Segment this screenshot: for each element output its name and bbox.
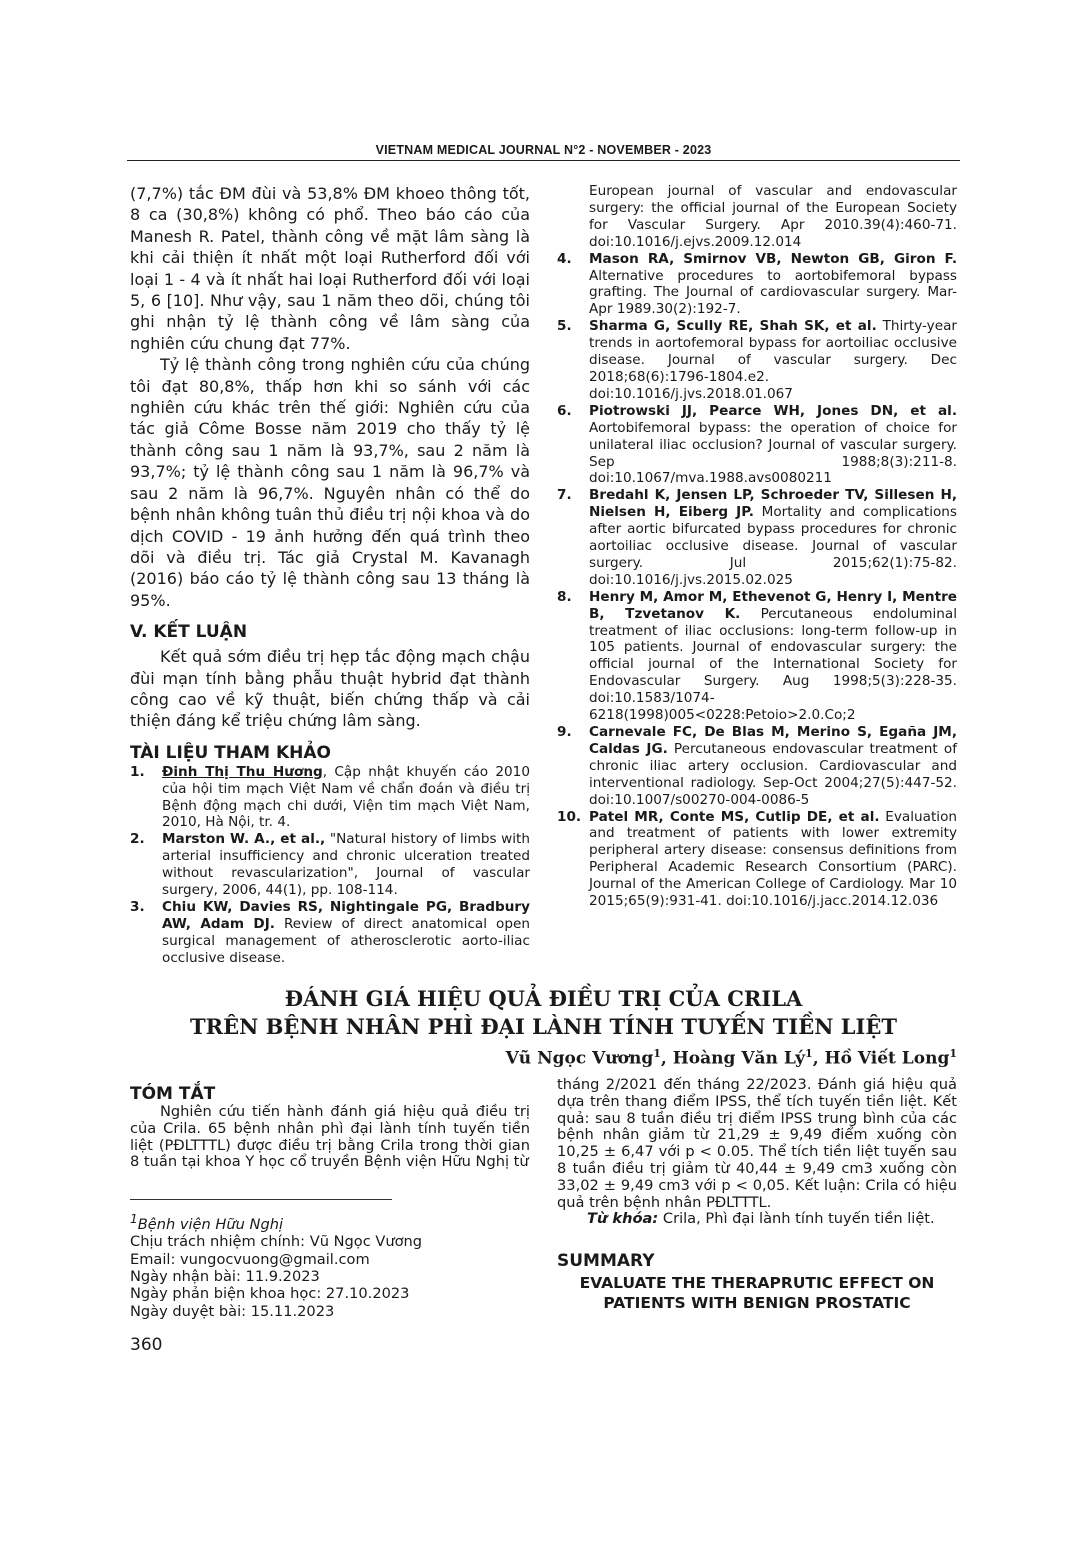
keywords-text: Crila, Phì đại lành tính tuyến tiền liệt. [658,1210,935,1228]
reference-number: 1. [130,763,145,780]
reference-continuation [557,183,957,251]
left-column [130,183,530,967]
author-name: Vũ Ngọc Vương [505,1048,654,1069]
footnote-accepted: Ngày duyệt bài: 15.11.2023 [130,1302,335,1320]
summary-heading-line: PATIENTS WITH BENIGN PROSTATIC [603,1294,911,1312]
abstract-right [557,1077,957,1228]
reference-number: 8. [557,588,572,605]
reference-authors: Carnevale FC, De Blas M, Merino S, Egaña JM, Caldas JG. [589,724,957,757]
abstract-left [130,1104,530,1171]
reference-item [130,831,530,899]
reference-authors: Henry M, Amor M, Ethevenot G, Henry I, Mentre B, Tzvetanov K. [589,588,957,622]
reference-item [557,724,957,809]
footnotes [130,1211,530,1320]
reference-text: Review of direct anatomical open surgical management of atherosclerotic aorto-iliac occlusive disease. [162,915,530,966]
reference-text: Evaluation and treatment of patients with lower extremity peripheral artery disease: consensus definitions from Peripheral Academic Research Consortium (PARC). Journal of the American College of Cardiology. Mar 10 2015;65(9):931-41. doi:10.1016/j.jacc.2014.12.036 [589,808,958,910]
conclusion-text: Kết quả sớm điều trị hẹp tắc động mạch chậu đùi mạn tính bằng phẫu thuật hybrid đạt thành công cao về kỹ thuật, biến chứng thấp và cải thiện đáng kể triệu chứng lâm sàng. [130,647,530,731]
reference-item [557,487,957,588]
reference-text: Aortobifemoral bypass: the operation of choice for unilateral iliac occlusion? Journal of vascular surgery. Sep 1988;8(3):211-8. doi:10.1067/mva.1988.avs0080211 [589,419,957,487]
footnote-email: Email: vungocvuong@gmail.com [130,1250,370,1268]
reference-authors: Sharma G, Scully RE, Shah SK, et al. [589,318,877,335]
reference-authors: Bredahl K, Jensen LP, Schroeder TV, Sillesen H, Nielsen H, Eiberg JP. [589,487,957,521]
article-title-line: TRÊN BỆNH NHÂN PHÌ ĐẠI LÀNH TÍNH TUYẾN TIỀN LIỆT [190,1014,897,1039]
reference-item [130,764,530,832]
reference-text: Mortality and complications after aortic bifurcated bypass procedures for chronic aortoiliac occlusive disease. Journal of vascular surgery. Jul 2015;62(1):75-82. doi:10.1016/j.jvs.2015.02.025 [589,504,957,588]
abstract-text: Nghiên cứu tiến hành đánh giá hiệu quả điều trị của Crila. 65 bệnh nhân phì đại lành tính tuyến tiền liệt (PĐLTTTL) được điều trị bằng Crila trong thời gian 8 tuần tại khoa Y học cổ truyền Bệnh viện Hữu Nghị từ [130,1103,530,1171]
reference-item [557,809,957,910]
reference-item [557,318,957,403]
keywords-label: Từ khóa: [587,1210,659,1228]
footnote-rule [130,1199,392,1200]
reference-number: 4. [557,250,572,267]
reference-text: European journal of vascular and endovascular surgery: the official journal of the European Society for Vascular Surgery. Apr 2010.39(4):460-71. doi:10.1016/j.ejvs.2009.12.014 [589,183,957,250]
summary-heading [557,1273,957,1313]
footnote-reviewed: Ngày phản biện khoa học: 27.10.2023 [130,1285,410,1303]
author-affiliation: 1 [949,1047,957,1060]
affiliation-marker: 1 [130,1212,138,1226]
reference-authors: Đinh Thị Thu Hương [162,763,323,780]
abstract-text: tháng 2/2021 đến tháng 22/2023. Đánh giá hiệu quả dựa trên thang điểm IPSS, thể tích tuyến tiền liệt. Kết quả: sau 8 tuần điều trị điểm IPSS trung bình của các bệnh nhân giảm từ 21,29 ± 9,49 điểm xuống còn 10,25 ± 6,47 với p < 0.05. Thể tích tiền liệt tuyến sau 8 tuần điều trị giảm từ 40,44 ± 9,49 cm3 xuống còn 33,02 ± 9,49 cm3 với p < 0,05. Kết luận: Crila có hiệu quả trên bệnh nhân PĐLTTTL. [557,1076,957,1211]
keywords [557,1211,957,1228]
reference-text: , Cập nhật khuyến cáo 2010 của hội tim mạch Việt Nam về chẩn đoán và điều trị Bệnh động mạch chi dưới, Viện tim mạch Việt Nam, 2010, Hà Nội, tr. 4. [162,763,530,831]
article-title [130,985,957,1041]
header-rule [127,160,960,161]
author-name: Hồ Viết Long [824,1048,950,1069]
right-column [557,183,957,910]
footnote-received: Ngày nhận bài: 11.9.2023 [130,1268,320,1286]
footnote-corresponding: Chịu trách nhiệm chính: Vũ Ngọc Vương [130,1233,423,1251]
summary-title: SUMMARY [557,1251,655,1271]
summary-heading-line: EVALUATE THE THERAPRUTIC EFFECT ON [579,1274,935,1292]
reference-number: 2. [130,831,145,848]
reference-number: 10. [557,808,582,825]
reference-item [130,899,530,967]
reference-number: 6. [557,402,572,419]
author-affiliation: 1 [805,1047,813,1060]
affiliation-text: Bệnh viện Hữu Nghị [137,1215,284,1233]
author-affiliation: 1 [653,1047,661,1060]
journal-header: VIETNAM MEDICAL JOURNAL N°2 - NOVEMBER - 2023 [375,143,712,157]
reference-text: Percutaneous endovascular treatment of chronic iliac artery occlusion. Cardiovascular and interventional radiology. Sep-Oct 2004;27(5):447-52. doi:10.1007/s00270-004-0086-5 [589,740,957,808]
reference-authors: Piotrowski JJ, Pearce WH, Jones DN, et al. [589,402,957,419]
article-authors: Vũ Ngọc Vương$^1$, Hoàng Văn $Lý^1$, Hồ Viết Long$^1$ [505,1047,957,1069]
reference-number: 5. [557,318,572,335]
body-paragraph: (7,7%) tắc ĐM đùi và 53,8% ĐM khoeo thông tốt, 8 ca (30,8%) không có phổ. Theo báo cáo của Manesh R. Patel, thành công về mặt lâm sàng là khi cải thiện ít nhất một loại Rutherford đối với loại 1 - 4 và ít nhất hai loại Rutherford đối với loại 5, 6 [10]. Như vậy, sau 1 năm theo dõi, chúng tôi ghi nhận tỷ lệ thành công về lâm sàng của nghiên cứu chung đạt 77%. [130,184,530,353]
page-number: 360 [130,1335,163,1355]
reference-authors: Marston W. A., et al., [162,831,326,848]
reference-authors: Patel MR, Conte MS, Cutlip DE, et al. [589,808,880,825]
reference-authors: Chiu KW, Davies RS, Nightingale PG, Bradbury AW, Adam DJ. [162,899,530,932]
reference-number: 9. [557,724,572,740]
reference-item [557,589,957,724]
reference-list [130,764,530,967]
reference-text: Thirty-year trends in aortofemoral bypass for aortoiliac occlusive disease. Journal of vascular surgery. Dec 2018;68(6):1796-1804.e2. doi:10.1016/j.jvs.2018.01.067 [589,318,957,402]
footnote-affiliation [130,1211,530,1233]
reference-list [557,183,957,910]
author-name: Hoàng Văn Lý [672,1048,806,1069]
reference-number: 7. [557,487,572,504]
reference-item [557,251,957,319]
body-paragraph: Tỷ lệ thành công trong nghiên cứu của chúng tôi đạt 80,8%, thấp hơn khi so sánh với các nghiên cứu khác trên thế giới: Nghiên cứu của tác giả Côme Bosse năm 2019 cho thấy tỷ lệ thành công sau 1 năm là 93,7%, sau 2 năm là 93,7%; tỷ lệ thành công sau 1 năm là 96,7% và sau 2 năm là 96,7%. Nguyên nhân có thể do bệnh nhân không tuân thủ điều trị nội khoa và do dịch COVID - 19 ảnh hưởng đến quá trình theo dõi và điều trị. Tác giả Crystal M. Kavanagh (2016) báo cáo tỷ lệ thành công sau 13 tháng là 95%. [130,355,530,610]
reference-number: 3. [130,899,145,915]
reference-item [557,403,957,488]
article-title-line: ĐÁNH GIÁ HIỆU QUẢ ĐIỀU TRỊ CỦA CRILA [284,986,803,1011]
reference-text: Percutaneous endoluminal treatment of iliac occlusions: long-term follow-up in 105 patients. Journal of endovascular surgery: the official journal of the International Society for Endovascular Surgery. Aug 1998;5(3):228-35. doi:10.1583/1074-6218(1998)005<0228:Petoio>2.0.Co;2 [589,605,957,724]
reference-authors: Mason RA, Smirnov VB, Newton GB, Giron F. [589,250,957,267]
reference-text: "Natural history of limbs with arterial insufficiency and chronic ulceration treated without revascularization", Journal of vascular surgery, 2006, 44(1), pp. 108-114. [162,831,530,899]
abstract-title: TÓM TẮT [130,1084,216,1104]
references-title: TÀI LIỆU THAM KHẢO [130,742,331,763]
reference-text: Alternative procedures to aortobifemoral bypass grafting. The Journal of cardiovascular surgery. Mar- Apr 1989.30(2):192-7. [589,267,957,318]
conclusion-title: V. KẾT LUẬN [130,622,248,643]
